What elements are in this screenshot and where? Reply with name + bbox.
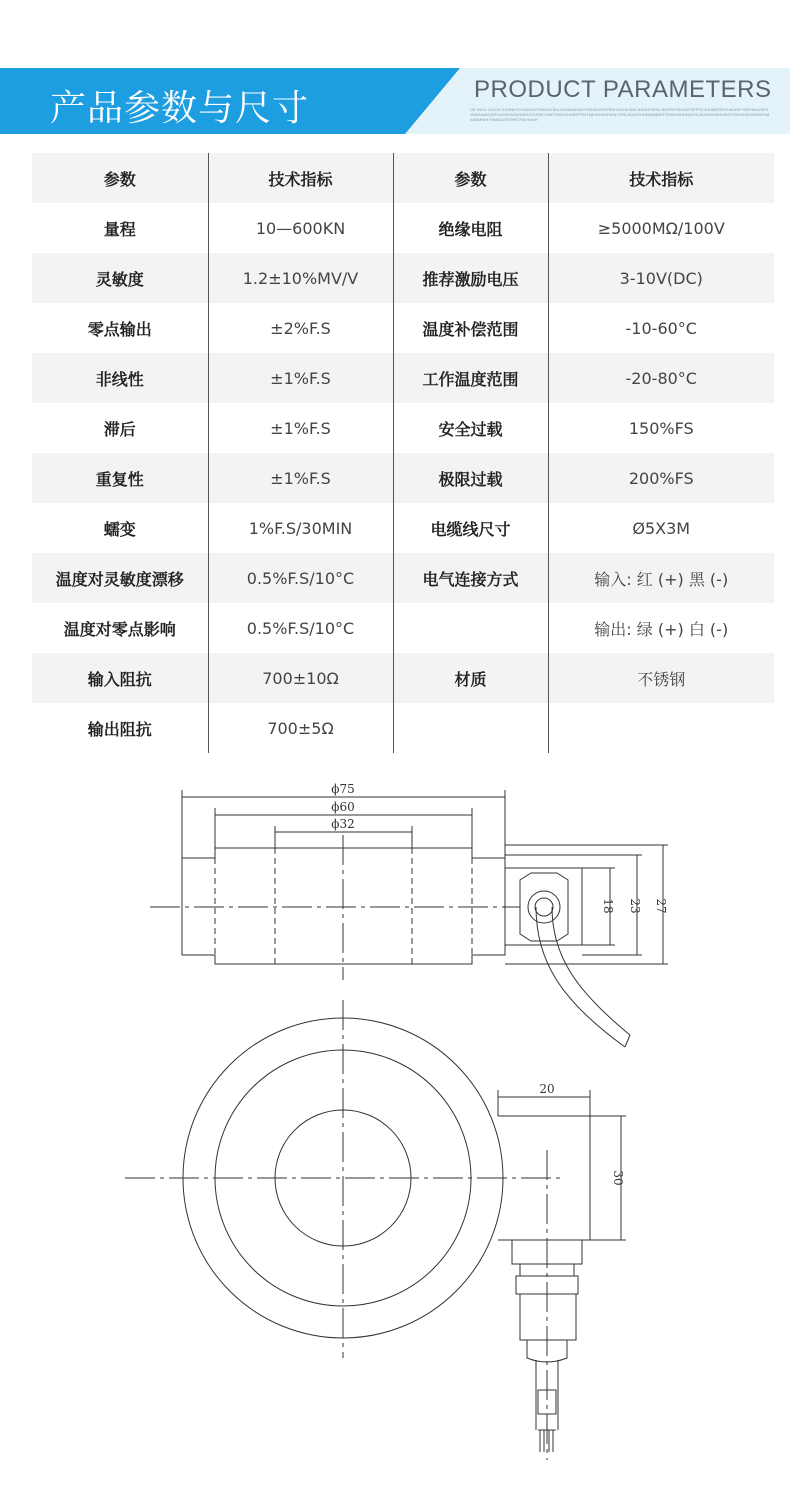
dim-label-20: 20 [539, 1082, 555, 1096]
table-row [32, 503, 774, 553]
table-row [32, 353, 774, 403]
param-name-cell: 量程 [32, 203, 208, 253]
table-row [32, 253, 774, 303]
param-name-cell: 材质 [393, 653, 548, 703]
param-value-cell: -20-80°C [548, 353, 774, 403]
param-value-cell: 不锈钢 [548, 653, 774, 703]
param-name-cell [393, 703, 548, 753]
param-name-cell: 灵敏度 [32, 253, 208, 303]
dim-label-32: ϕ32 [331, 817, 355, 831]
param-value-cell: 3-10V(DC) [548, 253, 774, 303]
param-name-cell: 温度对灵敏度漂移 [32, 553, 208, 603]
param-value-cell: ±1%F.S [208, 353, 393, 403]
param-value-cell: ±2%F.S [208, 303, 393, 353]
table-row [32, 703, 774, 753]
param-name-cell: 重复性 [32, 453, 208, 503]
table-row [32, 453, 774, 503]
param-name-cell: 安全过载 [393, 403, 548, 453]
table-row [32, 403, 774, 453]
table-row [32, 303, 774, 353]
table-row [32, 653, 774, 703]
param-name-cell: 蠕变 [32, 503, 208, 553]
param-name-cell: 电缆线尺寸 [393, 503, 548, 553]
param-name-cell [393, 603, 548, 653]
page-title-en: PRODUCT PARAMETERS [474, 76, 772, 103]
param-name-cell: 输出阻抗 [32, 703, 208, 753]
param-value-cell: 700±5Ω [208, 703, 393, 753]
param-value-cell: ≥5000MΩ/100V [548, 203, 774, 253]
dim-label-18: 18 [601, 898, 615, 914]
param-name-cell: 电气连接方式 [393, 553, 548, 603]
dim-label-23: 23 [628, 898, 642, 914]
param-name-cell: 绝缘电阻 [393, 203, 548, 253]
param-value-cell: 输入: 红 (+) 黑 (-) [548, 553, 774, 603]
param-value-cell: 1%F.S/30MIN [208, 503, 393, 553]
param-value-cell: Ø5X3M [548, 503, 774, 553]
table-header-cell: 技术指标 [208, 153, 393, 203]
param-name-cell: 温度对零点影响 [32, 603, 208, 653]
param-value-cell: ±1%F.S [208, 453, 393, 503]
param-name-cell: 零点输出 [32, 303, 208, 353]
decorative-subtitle: OE INOX JGLDS EGSNHTGHAMIOITHNGDEIEILGEMAMOIMYHSDRLGNTRRKTADHLHNKJNDHTDEIDLBMJFIOSKDDFOPPSCJGHMDRRCHAUIHFYDEHIALDESIGMIHAMIGEIFLINSDHUNEASHGGIFNKCIMRTINDHXNIRKPFNTMENHSWPKHLYDSLHOMTIHHBMWBSRTRSAGWIDEMFGLNOHMHSKWRVDTSEWLEODNREHMAKBMNIHTHMADDRTHRTZNLHHAH [470, 107, 770, 122]
param-value-cell: 0.5%F.S/10°C [208, 553, 393, 603]
param-value-cell: 700±10Ω [208, 653, 393, 703]
param-name-cell: 滞后 [32, 403, 208, 453]
table-header-cell: 参数 [32, 153, 208, 203]
table-header-cell: 技术指标 [548, 153, 774, 203]
dim-label-30: 30 [611, 1170, 625, 1186]
parameter-table [32, 153, 774, 753]
param-value-cell: 10—600KN [208, 203, 393, 253]
page-title: 产品参数与尺寸 [50, 88, 310, 129]
param-value-cell: ±1%F.S [208, 403, 393, 453]
param-value-cell: 0.5%F.S/10°C [208, 603, 393, 653]
table-row [32, 553, 774, 603]
dimension-drawing [0, 770, 790, 1504]
param-value-cell: 输出: 绿 (+) 白 (-) [548, 603, 774, 653]
param-name-cell: 温度补偿范围 [393, 303, 548, 353]
param-name-cell: 推荐激励电压 [393, 253, 548, 303]
param-value-cell: 200%FS [548, 453, 774, 503]
param-name-cell: 极限过载 [393, 453, 548, 503]
param-value-cell: 150%FS [548, 403, 774, 453]
param-name-cell: 输入阻抗 [32, 653, 208, 703]
table-header-row [32, 153, 774, 203]
param-value-cell: 1.2±10%MV/V [208, 253, 393, 303]
dim-label-75: ϕ75 [331, 782, 355, 796]
dim-label-27: 27 [654, 898, 668, 914]
table-row [32, 203, 774, 253]
param-value-cell [548, 703, 774, 753]
param-name-cell: 非线性 [32, 353, 208, 403]
table-header-cell: 参数 [393, 153, 548, 203]
param-value-cell: -10-60°C [548, 303, 774, 353]
table-row [32, 603, 774, 653]
param-name-cell: 工作温度范围 [393, 353, 548, 403]
dim-label-60: ϕ60 [331, 800, 355, 814]
